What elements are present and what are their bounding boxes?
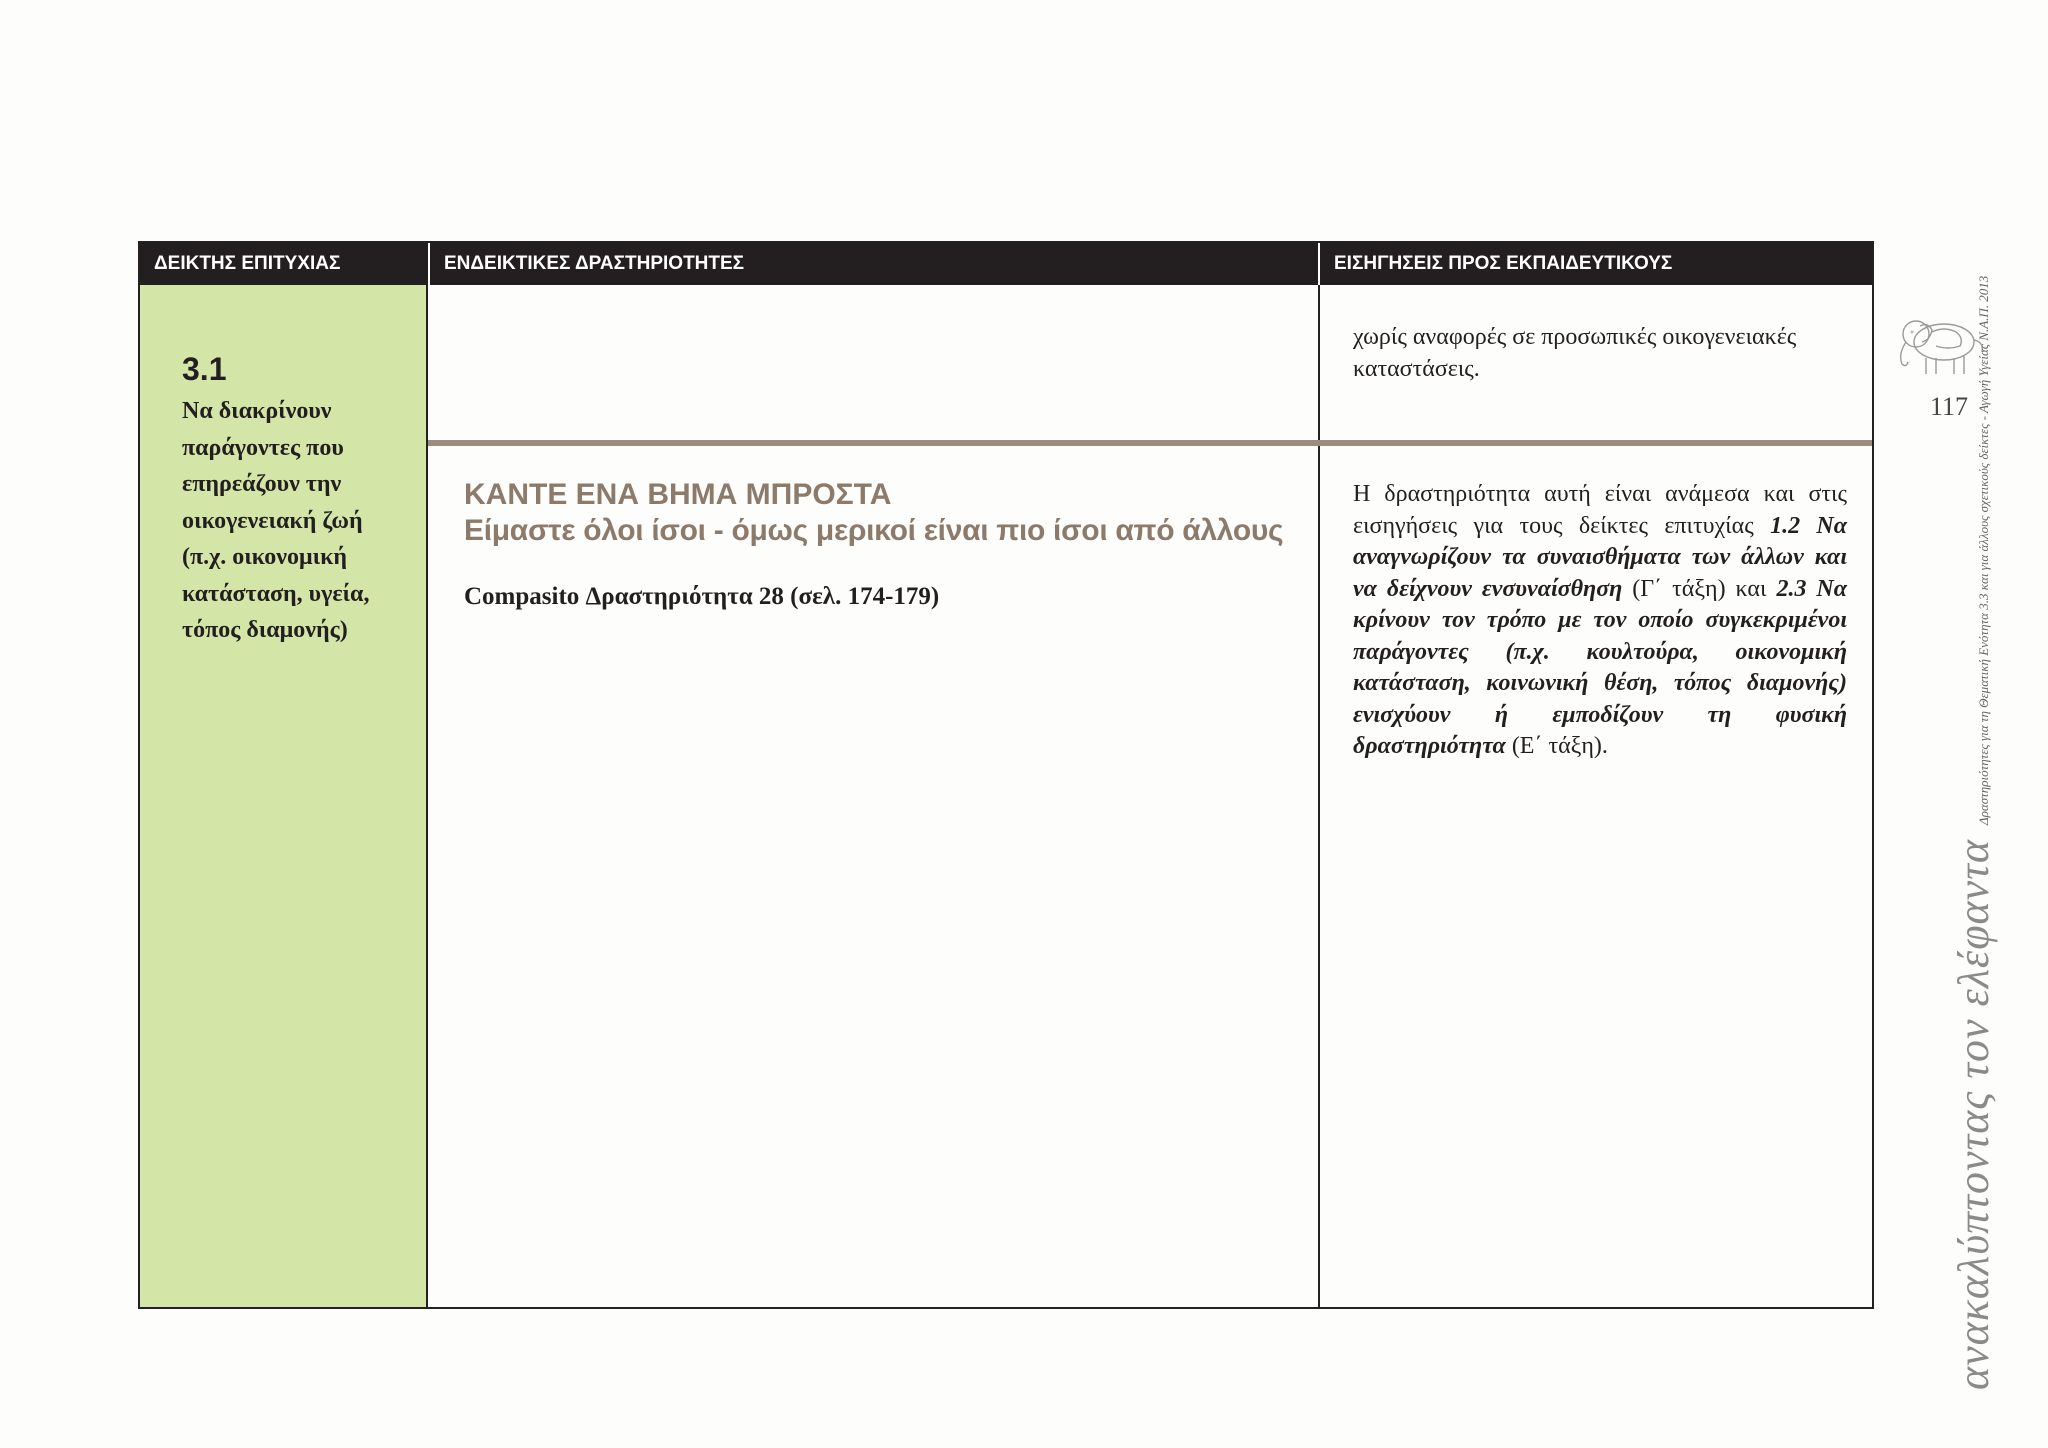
table-header [140, 243, 1872, 285]
brand-title: ανακαλύπτοντας τον ελέφαντα [1949, 838, 1998, 1390]
header-activities: ΕΝΔΕΙΚΤΙΚΕΣ ΔΡΑΣΤΗΡΙΟΤΗΤΕΣ [428, 243, 1318, 285]
activity-subtitle: Είμαστε όλοι ίσοι - όμως μερικοί είναι πιο ίσοι από άλλους [464, 514, 1284, 547]
page-number: 117 [1930, 392, 1969, 421]
indicator-line: τόπος διαμονής) [182, 617, 348, 643]
indicator-line: Να διακρίνουν [182, 398, 332, 424]
suggestion-intro: Η δραστηριότητα αυτή είναι ανάμεσα και στις εισηγήσεις για τους δείκτες επιτυχίας [1353, 481, 1847, 539]
header-teacher-suggestions: ΕΙΣΗΓΗΣΕΙΣ ΠΡΟΣ ΕΚΠΑΙΔΕΥΤΙΚΟΥΣ [1318, 243, 1874, 285]
indicator-line: κατάσταση, υγεία, [182, 580, 370, 607]
indicator-number: 3.1 [182, 351, 227, 387]
suggestion-indicator-2-3: 2.3 Να κρίνουν τον τρόπο με τον οποίο συγκεκριμένοι παράγοντες (π.χ. κουλτούρα, οικονομική κατάσταση, κοινωνική θέση, τόπος διαμονής) ενισχύουν ή εμποδίζουν τη φυσική δραστηριότητα [1353, 575, 1848, 759]
curriculum-table [138, 241, 1874, 1309]
indicator-column [140, 285, 428, 1307]
indicator-line: παράγοντες που [182, 434, 344, 461]
running-footer [1948, 276, 1999, 1390]
indicator-line: οικογενειακή ζωή [182, 507, 363, 534]
suggestion-end: (Ε΄ τάξη). [1505, 733, 1608, 759]
indicator-line: επηρεάζουν την [182, 471, 342, 497]
suggestion-continued: χωρίς αναφορές σε προσωπικές οικογενειακές καταστάσεις. [1353, 324, 1797, 382]
suggestion-indicator-1-2: 1.2 Να αναγνωρίζουν τα συναισθήματα των άλλων και να δείχνουν ενσυναίσθηση [1353, 512, 1848, 602]
row-separator [428, 440, 1872, 446]
activity-title: ΚΑΝΤΕ ΕΝΑ ΒΗΜΑ ΜΠΡΟΣΤΑ [464, 478, 892, 511]
indicator-line: (π.χ. οικονομική [182, 544, 348, 570]
header-success-indicator: ΔΕΙΚΤΗΣ ΕΠΙΤΥΧΙΑΣ [154, 253, 341, 274]
suggestion-mid: (Γ΄ τάξη) και [1622, 575, 1777, 602]
indicator-text [182, 393, 412, 649]
suggestion-paragraph [1353, 479, 1847, 763]
running-title: Δραστηριότητες για τη Θεματική Ενότητα 3.3 και για άλλους σχετικούς δείκτες - Αγωγή Υγείας Ν.Α.Π. 2013 [1976, 275, 1992, 825]
column-divider [1318, 285, 1320, 1307]
activity-reference: Compasito Δραστηριότητα 28 (σελ. 174-179) [464, 583, 940, 610]
